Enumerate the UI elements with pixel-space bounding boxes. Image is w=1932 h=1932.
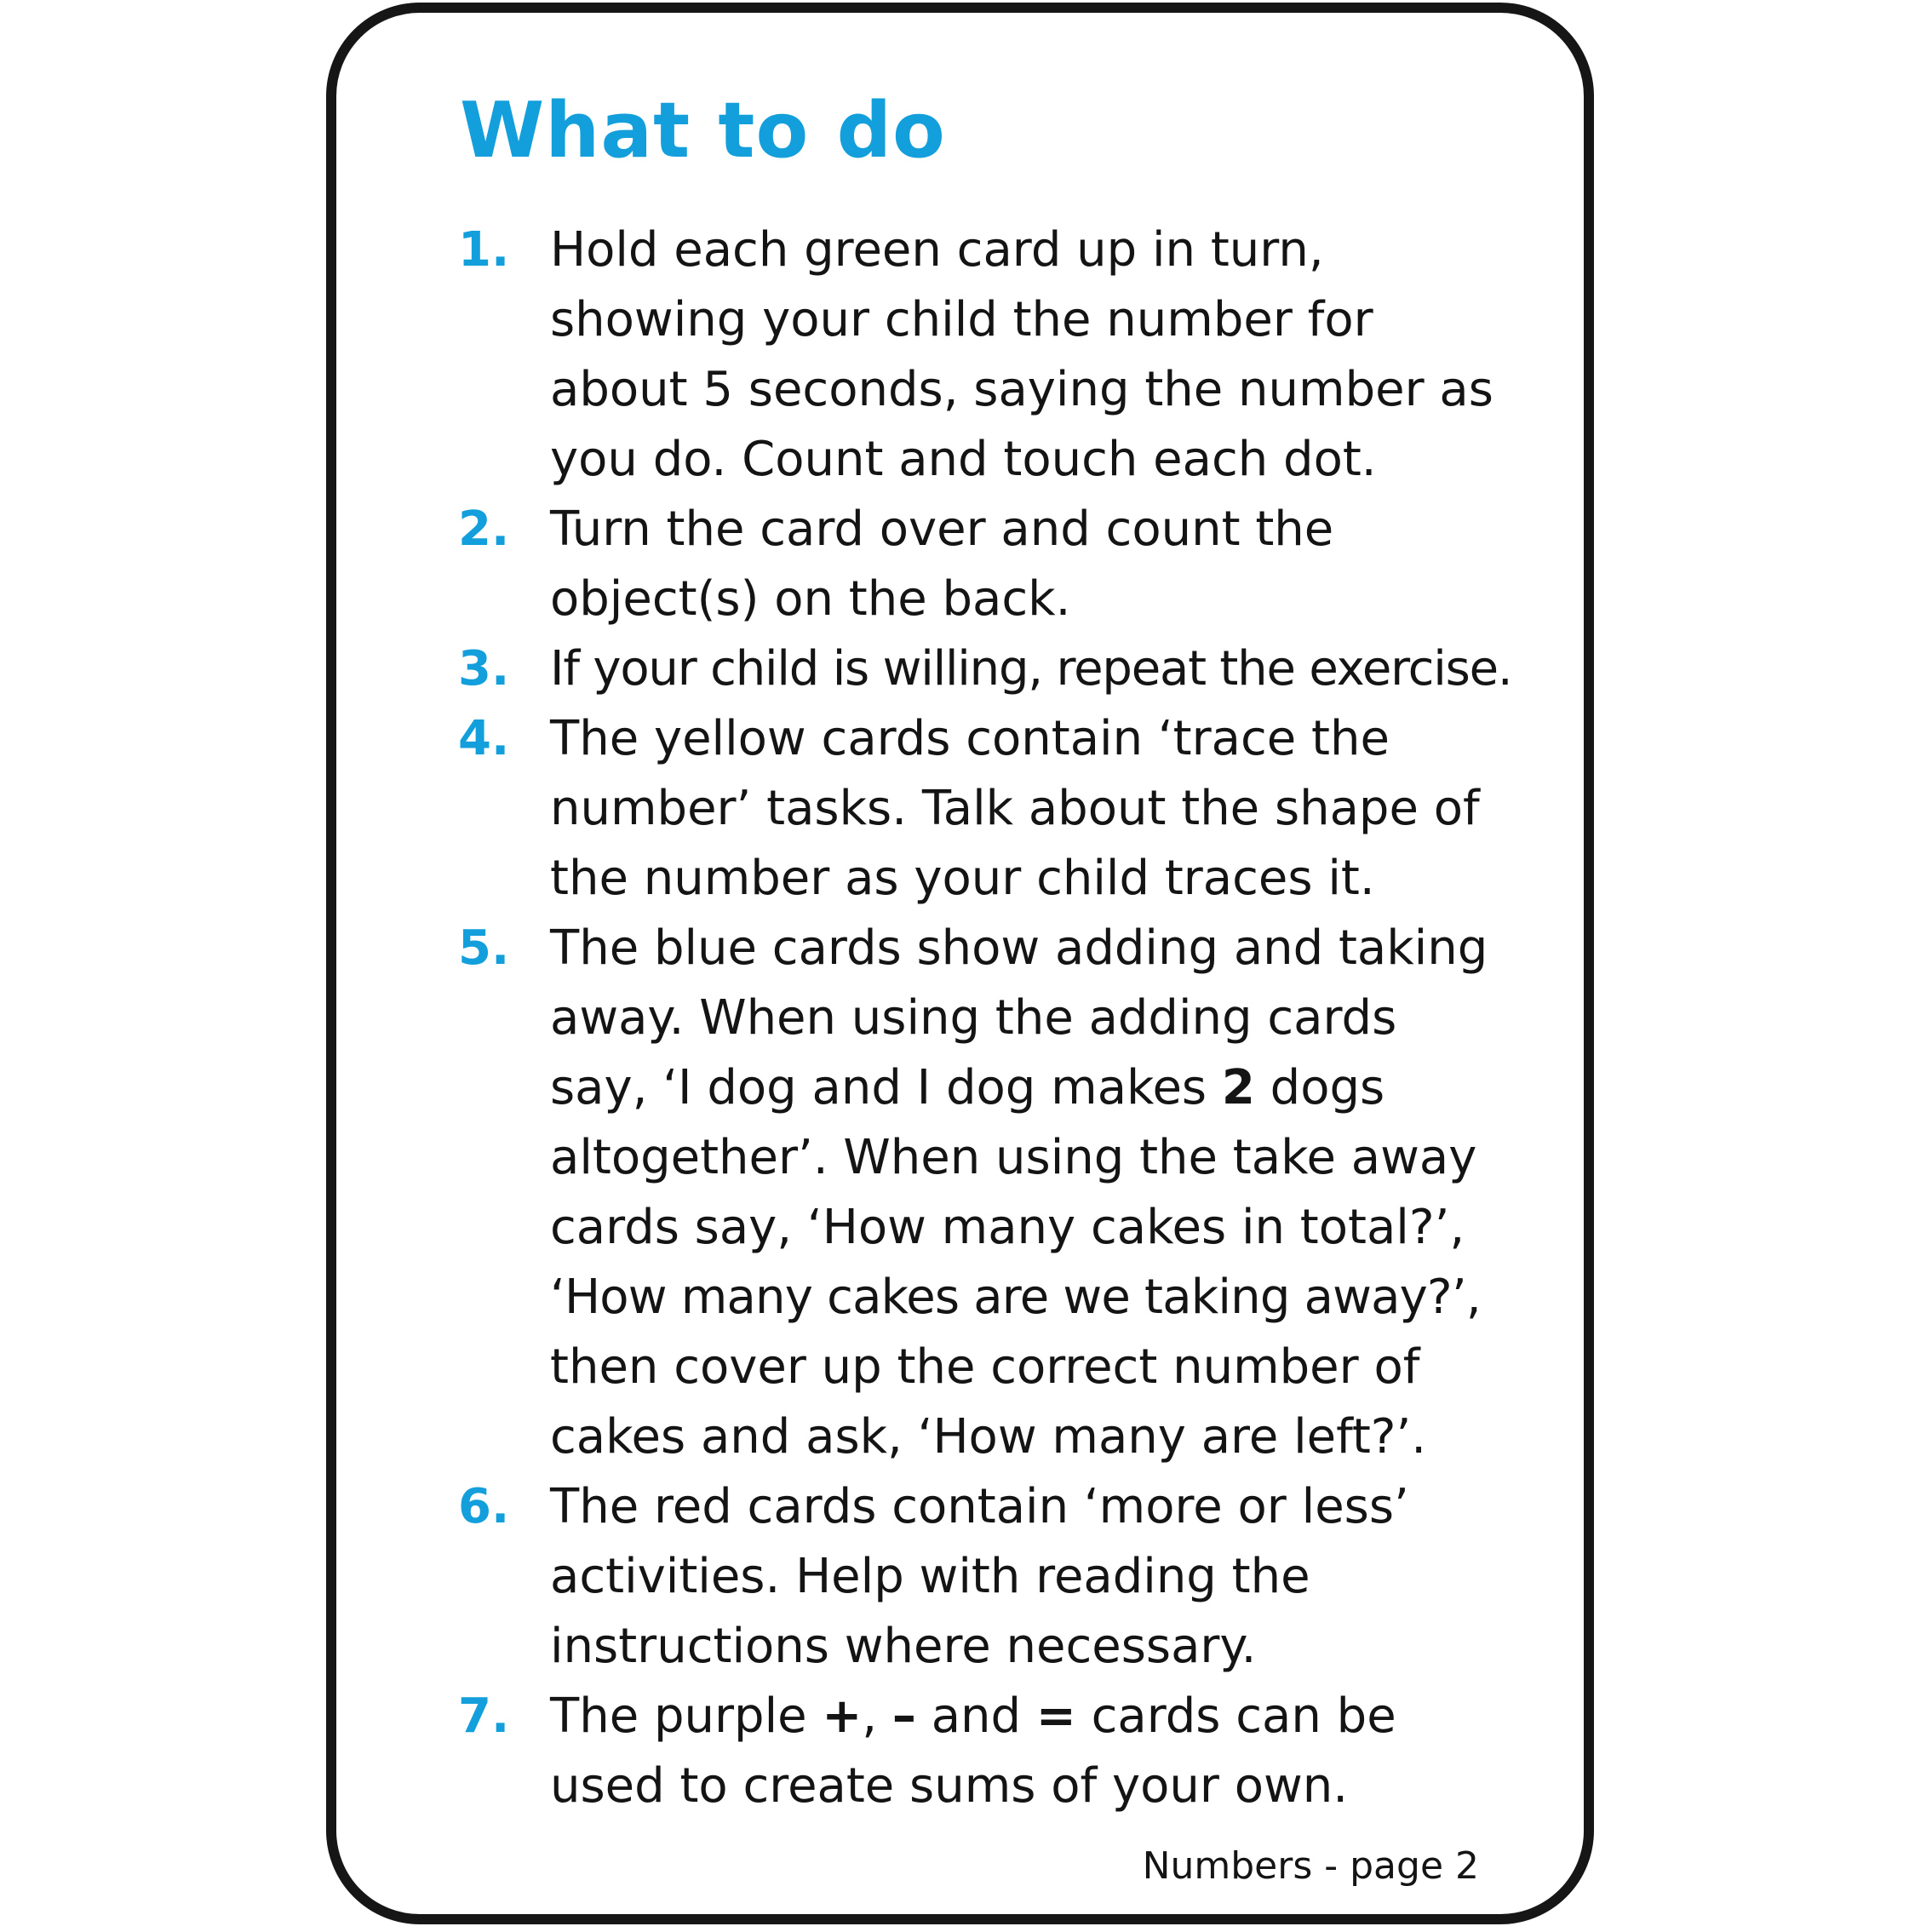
step-line: cards say, ‘How many cakes in total?’, (550, 1200, 1465, 1255)
step-line: you do. Count and touch each dot. (550, 432, 1377, 487)
step-line: The red cards contain ‘more or less’ (550, 1479, 1409, 1534)
step-line: then cover up the correct number of (550, 1339, 1420, 1395)
plus-symbol: + (822, 1688, 863, 1744)
step-line: about 5 seconds, saying the number as (550, 362, 1493, 417)
card-title: What to do (460, 86, 946, 175)
step-1 (458, 215, 1505, 495)
step-line: If your child is willing, repeat the exercise. (550, 641, 1512, 697)
step-4 (458, 704, 1505, 914)
step-line: The yellow cards contain ‘trace the (550, 711, 1390, 766)
step-line: cakes and ask, ‘How many are left?’. (550, 1409, 1427, 1465)
step-line: activities. Help with reading the (550, 1549, 1310, 1604)
step-number: 1. (458, 222, 510, 278)
instruction-card (326, 3, 1594, 1924)
step-line: object(s) on the back. (550, 571, 1071, 627)
step-5 (458, 914, 1505, 1472)
step-number: 3. (458, 641, 510, 697)
step-line: away. When using the adding cards (550, 990, 1397, 1046)
steps-list (458, 215, 1512, 1821)
bold-number: 2 (1221, 1060, 1255, 1115)
step-number: 2. (458, 502, 510, 557)
equals-symbol: = (1035, 1688, 1076, 1744)
step-line: number’ tasks. Talk about the shape of (550, 781, 1480, 836)
step-line: Hold each green card up in turn, (550, 222, 1324, 278)
step-line: ‘How many cakes are we taking away?’, (550, 1270, 1481, 1325)
step-line: The purple +, – and = cards can be (550, 1688, 1396, 1744)
step-7 (458, 1682, 1505, 1821)
step-number: 4. (458, 711, 510, 766)
step-number: 5. (458, 920, 510, 976)
step-number: 7. (458, 1688, 510, 1744)
step-line: say, ‘I dog and I dog makes 2 dogs (550, 1060, 1385, 1115)
step-line: Turn the card over and count the (550, 502, 1334, 557)
step-line: used to create sums of your own. (550, 1758, 1349, 1814)
minus-symbol: – (891, 1688, 916, 1744)
step-line: showing your child the number for (550, 292, 1373, 347)
step-line: instructions where necessary. (550, 1619, 1257, 1674)
step-number: 6. (458, 1479, 510, 1534)
step-3 (458, 634, 1512, 704)
step-2 (458, 495, 1505, 634)
step-6 (458, 1472, 1505, 1682)
page-footer: Numbers - page 2 (1142, 1844, 1479, 1888)
step-line: The blue cards show adding and taking (550, 920, 1488, 976)
step-line: altogether’. When using the take away (550, 1130, 1477, 1185)
step-line: the number as your child traces it. (550, 851, 1375, 906)
